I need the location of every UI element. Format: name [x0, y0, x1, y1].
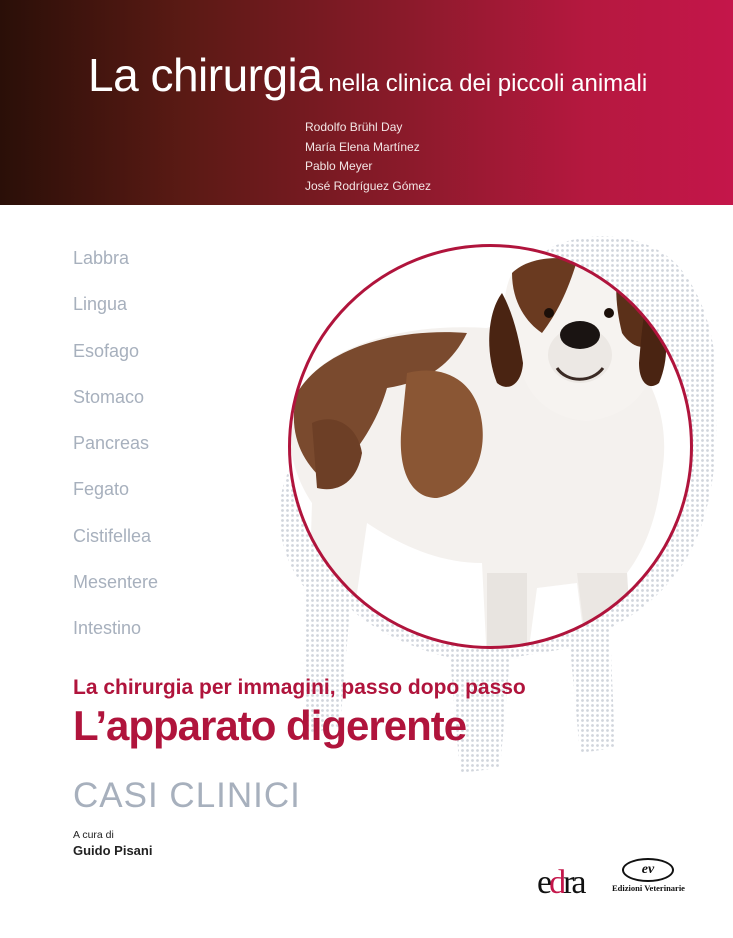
edra-logo-accent: d [549, 864, 564, 901]
author-name: Pablo Meyer [305, 159, 373, 173]
author-name: María Elena Martínez [305, 139, 420, 154]
book-subtitle: La chirurgia per immagini, passo dopo passo [73, 676, 526, 699]
curator-name: Guido Pisani [73, 843, 153, 858]
edra-logo-part: ra [563, 864, 584, 901]
author-name: Rodolfo Brühl Day [305, 120, 403, 134]
dog-photo [287, 243, 694, 650]
topic-item: Esofago [73, 340, 140, 361]
cover-header-band [0, 0, 733, 205]
ev-logo-text: Edizioni Veterinarie [612, 883, 685, 893]
topic-list [73, 245, 158, 662]
edra-logo-part: e [537, 864, 550, 901]
cases-label: CASI CLINICI [73, 776, 301, 815]
topic-item: Labbra [73, 248, 130, 268]
series-title-main: La chirurgia [88, 49, 323, 101]
topic-item: Stomaco [73, 386, 145, 407]
curated-by-label: A cura di [73, 829, 114, 841]
topic-item: Pancreas [73, 433, 150, 454]
topic-item: Cistifellea [73, 525, 152, 546]
series-title-sub: nella clinica dei piccoli animali [328, 70, 648, 97]
ev-logo [612, 858, 685, 898]
ev-logo-mark: ev [622, 858, 674, 882]
topic-item: Fegato [73, 479, 130, 500]
topic-item: Intestino [73, 618, 142, 639]
series-title [88, 48, 647, 102]
edra-logo [537, 864, 584, 902]
author-list [305, 118, 431, 196]
author-name: José Rodríguez Gómez [305, 178, 432, 193]
topic-item: Lingua [73, 294, 128, 315]
book-title: L’apparato digerente [73, 702, 467, 749]
topic-item: Mesentere [73, 572, 159, 593]
